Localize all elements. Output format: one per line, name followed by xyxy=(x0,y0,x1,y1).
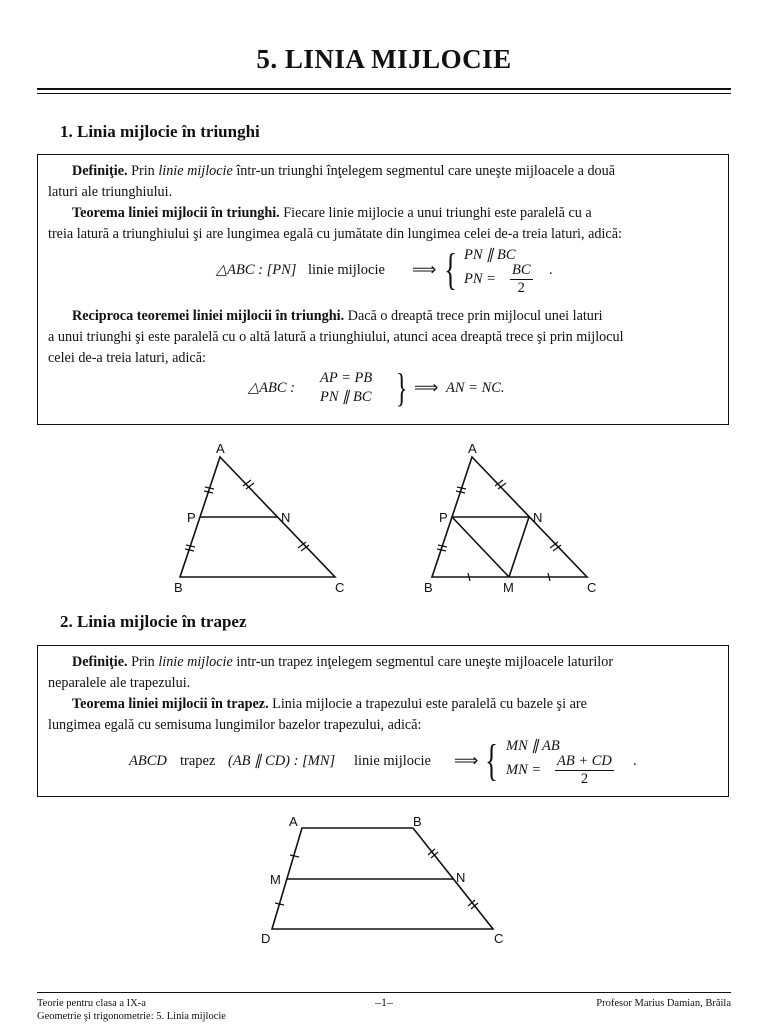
theorem-label: Teorema liniei mijlocii în trapez. xyxy=(72,696,269,712)
converse-label: Reciproca teoremei liniei mijlocii în triunghi. xyxy=(72,308,345,324)
fraction-denominator: 2 xyxy=(580,771,589,787)
formula-condition: MN ∥ AB xyxy=(506,738,560,754)
definition-text: Prin xyxy=(131,654,155,670)
triangle-midline-figure xyxy=(170,440,350,598)
brace: } xyxy=(395,365,408,410)
vertex-label-c: C xyxy=(335,580,345,595)
vertex-label-a: A xyxy=(289,814,298,829)
definition-text: Prin xyxy=(131,163,155,179)
section-heading-trapezoid: 2. Linia mijlocie în trapez xyxy=(60,612,247,631)
vertex-label-b: B xyxy=(174,580,183,595)
formula-period: . xyxy=(633,753,637,769)
converse-paragraph xyxy=(48,306,720,369)
theorem-label: Teorema liniei mijlocii în triunghi. xyxy=(72,205,280,221)
triangle-midlines-figure xyxy=(420,440,610,598)
formula-period: . xyxy=(549,262,553,278)
formula-trapezoid-midline xyxy=(38,738,730,794)
footer-rule xyxy=(37,992,731,993)
definition-label: Definiţie. xyxy=(72,654,128,670)
point-label-n: N xyxy=(456,870,466,885)
page-title: 5. LINIA MIJLOCIE xyxy=(256,44,512,74)
trapezoid-theory-box xyxy=(37,645,729,797)
triangle-theory-box xyxy=(37,154,729,425)
title-rule-bottom xyxy=(37,93,731,94)
definition-paragraph xyxy=(48,161,720,245)
formula-converse xyxy=(38,365,730,410)
brace: { xyxy=(444,245,457,294)
formula-condition: MN = xyxy=(506,762,542,778)
definition-label: Definiţie. xyxy=(72,163,128,179)
definition-paragraph xyxy=(48,652,720,736)
midline-nm xyxy=(509,517,529,577)
converse-text: a unui triunghi şi este paralelă cu o altă latură a triunghiului, atunci acea dreaptă trece şi prin mijlocul xyxy=(48,329,624,345)
point-label-n: N xyxy=(533,510,543,525)
fraction-denominator: 2 xyxy=(517,280,525,296)
fraction-numerator: BC xyxy=(512,262,531,278)
trapezoid-midline-figure xyxy=(255,810,520,950)
formula-midline-theorem xyxy=(38,247,730,299)
formula-result: AN = NC. xyxy=(446,380,505,396)
vertex-label-c: C xyxy=(494,931,504,946)
point-label-m: M xyxy=(270,872,281,887)
vertex-label-b: B xyxy=(413,814,422,829)
formula-condition: PN ∥ BC xyxy=(464,247,516,263)
vertex-label-c: C xyxy=(587,580,597,595)
point-label-m: M xyxy=(503,580,514,595)
formula-fraction xyxy=(555,753,614,788)
implies-arrow: ⟹ xyxy=(412,260,437,279)
formula-left: △ABC : xyxy=(248,380,295,396)
formula-hypothesis: PN ∥ BC xyxy=(320,389,372,405)
formula-condition: PN = xyxy=(464,271,496,287)
converse-text: celei de-a treia laturi, adică: xyxy=(48,350,206,366)
footer-course: Teorie pentru clasa a IX-a xyxy=(37,998,146,1009)
page-number: –1– xyxy=(375,995,393,1009)
tick-marks xyxy=(185,480,309,551)
definition-text: neparalele ale trapezului. xyxy=(48,675,191,691)
definition-text: într-un triunghi înţelegem segmentul care uneşte mijloacele a două xyxy=(236,163,616,179)
definition-text: intr-un trapez inţelegem segmentul care uneşte mijloacele laturilor xyxy=(236,654,614,670)
definition-text: laturi ale triunghiului. xyxy=(48,184,173,200)
formula-hypothesis: AP = PB xyxy=(320,370,373,386)
implies-arrow: ⟹ xyxy=(454,751,479,770)
formula-text: linie mijlocie xyxy=(308,262,385,278)
formula-text: trapez xyxy=(180,753,216,769)
formula-left: (AB ∥ CD) : [MN] xyxy=(228,753,336,769)
vertex-label-a: A xyxy=(468,441,477,456)
formula-fraction xyxy=(510,262,533,297)
point-label-p: P xyxy=(187,510,196,525)
implies-arrow: ⟹ xyxy=(414,378,439,397)
midline-pm xyxy=(452,517,509,577)
fraction-numerator: AB + CD xyxy=(557,753,612,769)
formula-left: △ABC : [PN] xyxy=(216,262,297,278)
point-label-n: N xyxy=(281,510,291,525)
vertex-label-d: D xyxy=(261,931,271,946)
definition-term: linie mijlocie xyxy=(158,654,233,670)
converse-text: Dacă o dreaptă trece prin mijlocul unei laturi xyxy=(347,308,603,324)
brace: { xyxy=(485,736,498,785)
vertex-label-a: A xyxy=(216,441,225,456)
footer-author: Profesor Marius Damian, Brăila xyxy=(596,998,731,1009)
theorem-text: Fiecare linie mijlocie a unui triunghi este paralelă cu a xyxy=(283,205,592,221)
section-heading-triangle: 1. Linia mijlocie în triunghi xyxy=(60,122,260,141)
theorem-text: treia latură a triunghiului şi are lungimea egală cu jumătate din lungimea celei de-a treia laturi, adică: xyxy=(48,226,622,242)
definition-term: linie mijlocie xyxy=(158,163,233,179)
theorem-text: Linia mijlocie a trapezului este paralelă cu bazele şi are xyxy=(272,696,587,712)
formula-text: linie mijlocie xyxy=(354,753,431,769)
vertex-label-b: B xyxy=(424,580,433,595)
title-rule-top xyxy=(37,88,731,90)
theorem-text: lungimea egală cu semisuma lungimilor bazelor trapezului, adică: xyxy=(48,717,422,733)
footer-chapter: Geometrie şi trigonometrie: 5. Linia mijlocie xyxy=(37,1011,226,1022)
point-label-p: P xyxy=(439,510,448,525)
formula-left: ABCD xyxy=(129,753,167,769)
